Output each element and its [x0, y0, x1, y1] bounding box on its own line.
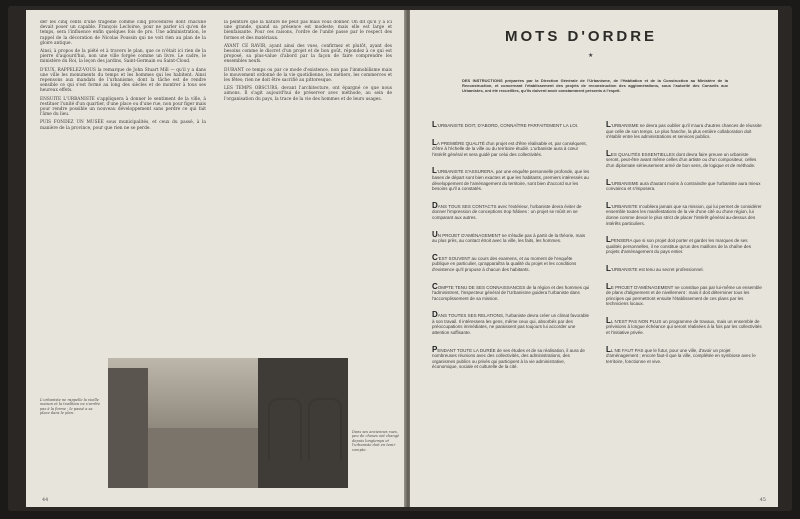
paragraph: D'EUX, RAPPELEZ-VOUS la remarque de John Stuart Mill — qu'il y a dans une ville les monuments du temps et les hommes qui les habitent. Ainsi repensons aux mandats de l'urbanisme, dont la tâche est de rendre sensible ce qui s'est formé au long des siècles et de montrer à tous ses heureux effets.	[40, 67, 206, 94]
maxim: L'URBANISTE n'oubliera jamais que sa mission, qui lui permet de considérer ensemble toutes les manifestations de la vie d'une cité ou d'une région, lui donne comme devoir le plus strict de placer l'intérêt général au-dessus des intérêts particuliers.	[606, 200, 762, 226]
maxim: COMPTE TENU DE SES CONNAISSANCES de la région et des hommes qui l'administrent, l'inspecteur général de l'Urbanisme guidera l'urbaniste dans l'accomplissement de sa mission.	[432, 281, 590, 301]
maxim: LES QUALITÉS ESSENTIELLES dont devra faire preuve un urbaniste seront, peut-être avant même celles d'un artiste ou d'un compositeur, celles d'un diplomate sérieusement armé de bon sens, de logique et de méthode.	[606, 148, 757, 168]
star-ornament: ★	[588, 52, 594, 59]
paragraph: LES TEMPS OBSCURS, devant l'architecture, ont épargné ce que nous aimons. Il s'agit aujourd'hui de préserver avec méthode, au sein de l'organisation du pays, la trace de la vie des hommes et de leurs usages.	[224, 86, 392, 102]
open-book	[8, 6, 792, 511]
maxim: LL NE FAUT PAS que le futur, pour une ville, d'avoir un projet d'aménagement ; encore faut-il que la ville, complétée en symbiose avec le territoire, fonctionne et vive.	[606, 344, 756, 364]
left-page	[26, 10, 406, 507]
left-page-column-2	[224, 20, 392, 350]
paragraph: Ainsi, à propos de la piété et à travers le plan, que ce n'était ici rien de la pierre d'aujourd'hui, non une ville forgée comme un livre. Le cadre, le ministère du Roi, la leçon des jardins, Saint-Germain ou Saint-Cloud.	[40, 49, 206, 65]
paragraph: ENSUITE L'URBANISTE s'appliquera à donner le sentiment de la ville, à restituer l'unité d'un quartier, d'une place ou d'une rue, non pour figer mais pour rendre possible un nouveau développement sans perdre ce qui fait l'âme du lieu.	[40, 96, 206, 118]
street-photograph	[108, 358, 348, 488]
page-number-left: 44	[42, 497, 49, 503]
page-number-right: 45	[759, 497, 766, 503]
page-title: MOTS D'ORDRE	[505, 28, 658, 45]
introduction: DES INSTRUCTIONS préparées par la Direction Générale de l'Urbanisme, de l'Habitation et de la Construction au Ministère de la Reconstruction, et concernant l'établissement des projets de reconstruction des agglomérations, sous l'autorité des Conseils aux Urbanistes, ont été recueillies, qu'ils doivent avoir constamment présents à l'esprit.	[462, 78, 728, 94]
maxim: LA PREMIÈRE QUALITÉ d'un projet est d'être réalisable et, par conséquent, d'être à l'échelle de la ville ou du territoire étudié. L'urbaniste aura à cœur l'intérêt général et sera guidé par celui des collectivités.	[432, 137, 587, 157]
maxim: LL N'EST PAS NON PLUS un programme de travaux, mais un ensemble de prévisions à longue échéance qui seront réalisées à la fois par les collectivités et l'initiative privée.	[606, 315, 762, 336]
paragraph: PUIS FONDEZ UN MUSÉE sous municipalités, et ceux du passé, à la manière de la province, pour que rien ne se perde.	[40, 120, 206, 131]
right-page	[410, 10, 778, 507]
maxim: DANS TOUTES SES RELATIONS, l'urbaniste devra créer un climat favorable à son travail. Il intéressera les gens, même ceux qui, absorbés par des préoccupations immédiates, ne paraissent pas toujours lui accorder une attention suffisante.	[432, 310, 589, 336]
left-page-column-1	[40, 20, 206, 320]
photo-caption-left: L'urbaniste ne rappelle la vieille maison et la tradition ne s'arrête pas à la forme ; le passé a sa place dans le plan.	[40, 398, 100, 416]
maxim: LPENSERA que si son projet doit porter et garder les marques de ses qualités personnelles, il ne constitue qu'un des maillons de la chaîne des projets d'aménagement du pays entier.	[606, 235, 751, 255]
maxim: L'URBANISME aura d'autant moins à contraindre que l'urbaniste aura mieux convaincu et s'imposera.	[606, 177, 761, 192]
maxim: LE PROJET D'AMÉNAGEMENT ne constitue pas par lui-même un ensemble de plans d'alignement et de nivellement : mais il doit déterminer tous les principes qui permettront ensuite l'établissement de ces plans par les techniciens locaux.	[606, 281, 762, 307]
paragraph: AYANT CE RAVIR, ayant ainsi des vues, confirmez et plutôt, ayant des besoins comme le discret d'un projet et de bon goût, répondez à ce qui est proposé, sa plus-value d'abord par la façon de faire comprendre les ensembles neufs.	[224, 43, 392, 65]
paragraph: DURANT ce temps ou par ce mode d'existence, non pas l'immobilisme mais le mouvement ordonné de la vie quotidienne, les métiers, les commerces et les fêtes; rien ne doit être sacrifié au pittoresque.	[224, 67, 392, 84]
maxim: C'EST SOUVENT au cours des examens, et au moment de l'enquête publique en particulier, qu'apparaîtra la qualité du projet et les conditions d'existence qu'il propose à chacun des habitants.	[432, 252, 577, 272]
maxims-right-column	[606, 122, 762, 375]
maxim: L'URBANISME ne devra pas oublier qu'il n'aura d'autres chances de réussite que celle de son temps. Le plus franche, la plus entière collaboration doit s'établir entre les administrations et services publics.	[606, 120, 762, 140]
paragraph: la peinture que la nature ne peut pas mais vous donner. On dit qu'il y a ici une grande, quand sa présence est modeste; mais elle est large et bienfaisante. Pour ces raisons, l'ordre de l'unité passe par le respect des formes et des matériaux.	[224, 20, 392, 41]
paragraph: der les cinq cents d'une tragédie comme cinq procédures dont chacune devait poser un capable. François Lecloirse, pour ne parler ici qu'en de temps, sera l'influence enfin quelques fois de pro. Une administration, le rappel de la décoration de Nicolas Poussin qui ne voit rien au plan de la gloire antique.	[40, 20, 206, 46]
maxim: UN PROJET D'AMÉNAGEMENT ne s'étudie pas à partir de la théorie, mais au plus près, au contact étroit avec la ville, les faits, les hommes.	[432, 229, 586, 244]
photo-caption-right: Dans ses anciennes rues, peu de choses ont changé depuis longtemps et l'urbaniste doit en tenir compte.	[352, 430, 400, 452]
maxim: L'URBANISTE est tenu au secret professionnel.	[606, 263, 704, 273]
maxim: L'URBANISTE DOIT, D'ABORD, CONNAÎTRE PARFAITEMENT LA LOI.	[432, 120, 579, 129]
maxim: L'URBANISTE S'ASSURERA, par une enquête personnelle profonde, que les bases de départ sont bien exactes et que les habitants, premiers intéressés au développement de l'aménagement du territoire, sont bien d'accord sur les besoins qu'il a constatés.	[432, 166, 590, 192]
maxim: PENDANT TOUTE LA DURÉE de ses études et de sa réalisation, il aura de nombreuses réunions avec des collectivités, des administrations, des organismes publics ou privés qui participent à la vie administrative, économique, sociale et culturelle de la cité.	[432, 344, 585, 370]
maxim: DANS TOUS SES CONTACTS avec l'extérieur, l'urbaniste devra éviter de donner l'impression de conceptions trop hâtives : un projet se mûrit en se comparant aux autres.	[432, 200, 582, 220]
maxims-left-column	[432, 122, 590, 381]
